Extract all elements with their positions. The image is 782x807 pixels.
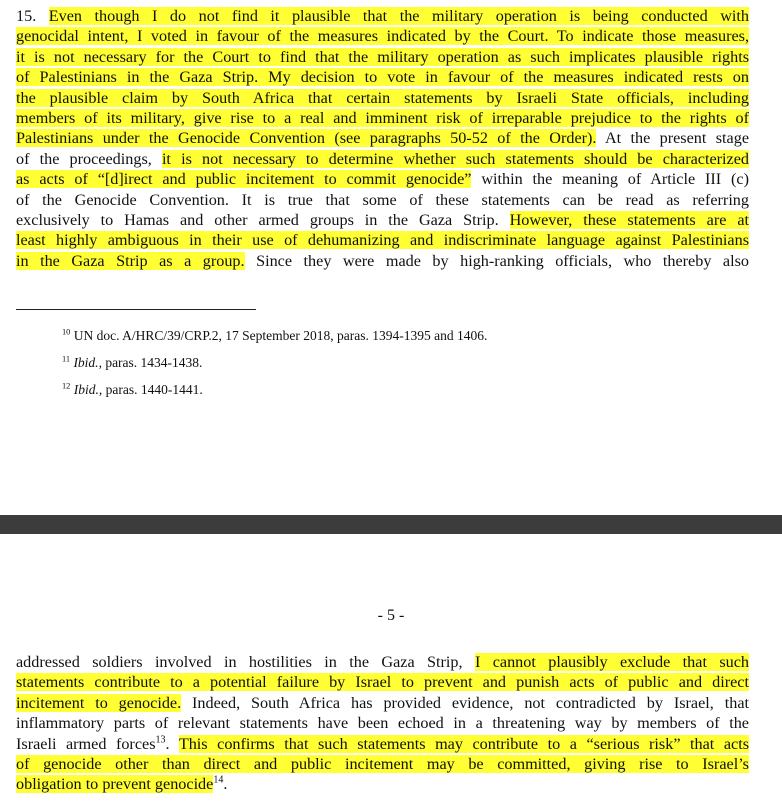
text-run: . — [223, 775, 228, 794]
footnote — [62, 381, 203, 399]
paragraph-line — [16, 713, 749, 733]
highlighted-text: I cannot plausibly exclude that such — [474, 653, 749, 671]
highlighted-text: This confirms that such statements may contribute to a “serious risk” that acts — [178, 734, 749, 753]
highlighted-text: least highly ambiguous in their use of dehumanizing and indiscriminate language against Palestinians — [16, 231, 749, 250]
page-separator[interactable] — [0, 515, 782, 534]
footnote-reference[interactable]: 14 — [213, 775, 224, 786]
paragraph-line — [16, 251, 749, 271]
highlighted-text: of genocide other than direct and public incitement may be committed, giving rise to Israel’s — [16, 755, 749, 773]
highlighted-text: statements contribute to a potential failure by Israel to prevent and punish acts of public and direct — [16, 673, 749, 692]
footnote-text: , paras. 1440-1441. — [98, 382, 203, 397]
paragraph-line — [16, 128, 749, 148]
highlighted-text: genocidal intent, I voted in favour of the measures indicated by the Court. To indicate those measures, — [16, 27, 749, 46]
footnote — [62, 354, 202, 372]
footnote-number: 12 — [62, 381, 71, 391]
highlighted-text: Even though I do not find it plausible that the military operation is being conducted with — [48, 7, 750, 25]
paragraph-line — [16, 6, 749, 26]
paragraph-line — [16, 47, 749, 67]
text-run: of the proceedings, — [16, 149, 162, 168]
text-run: Since they were made by high-ranking officials, who thereby also — [244, 251, 749, 270]
footnote-number: 11 — [62, 354, 71, 364]
text-run: Indeed, South Africa has provided evidence, not contradicted by Israel, that — [181, 693, 749, 712]
text-run: of the Genocide Convention. It is true that some of these statements can be read as referring — [16, 190, 749, 209]
footnote-ibid: Ibid. — [73, 355, 99, 370]
highlighted-text: obligation to prevent genocide — [16, 775, 214, 794]
text-run: exclusively to Hamas and other armed groups in the Gaza Strip. — [16, 211, 510, 229]
paragraph-line — [16, 67, 749, 87]
paragraph-line — [16, 108, 749, 128]
footnote-text: UN doc. A/HRC/39/CRP.2, 17 September 2018, paras. 1394-1395 and 1406. — [73, 328, 488, 343]
paragraph-line — [16, 149, 749, 169]
highlighted-text: Palestinians under the Genocide Convention (see paragraphs 50-52 of the Order). — [16, 129, 597, 148]
highlighted-text: of Palestinians in the Gaza Strip. My decision to vote in favour of the measures indicated rests on — [16, 68, 749, 87]
paragraph-line — [16, 652, 749, 672]
paragraph-line — [16, 88, 749, 108]
text-run: . — [165, 734, 179, 753]
paragraph-line — [16, 774, 749, 794]
text-run: inflammatory parts of relevant statements have been echoed in a threatening way by members of the — [16, 714, 749, 733]
highlighted-text: it is not necessary to determine whether such statements should be characterized — [161, 149, 749, 168]
footnote-separator — [16, 309, 256, 310]
footnote — [62, 327, 487, 345]
paragraph-line — [16, 190, 749, 210]
paragraph-line — [16, 754, 749, 774]
paragraph-line — [16, 693, 749, 713]
text-run: within the meaning of Article III (c) — [471, 170, 750, 189]
highlighted-text: in the Gaza Strip as a group. — [16, 251, 245, 270]
page-number: - 5 - — [377, 607, 405, 624]
highlighted-text: it is not necessary for the Court to find that the military operation as such implicates plausible rights — [16, 47, 749, 66]
footnote-ibid: Ibid. — [73, 382, 99, 397]
highlighted-text: the plausible claim by South Africa that certain statements by Israeli State officials, including — [16, 88, 749, 107]
text-run: addressed soldiers involved in hostilities in the Gaza Strip, — [16, 653, 475, 671]
text-run: At the present stage — [596, 129, 750, 148]
text-run: Israeli armed forces — [16, 734, 156, 753]
highlighted-text: members of its military, give rise to a real and imminent risk of irreparable prejudice to the rights of — [16, 109, 749, 127]
footnote-reference[interactable]: 13 — [155, 734, 166, 746]
highlighted-text: However, these statements are at — [509, 211, 750, 229]
paragraph-line — [16, 734, 749, 754]
paragraph-line — [16, 169, 749, 189]
text-run: 15. — [16, 7, 49, 25]
footnote-text: , paras. 1434-1438. — [98, 355, 203, 370]
footnote-number: 10 — [62, 327, 71, 337]
highlighted-text: incitement to genocide. — [16, 693, 182, 712]
paragraph-line — [16, 210, 749, 230]
paragraph-line — [16, 672, 749, 692]
paragraph-line — [16, 26, 749, 46]
highlighted-text: as acts of “[d]irect and public incitement to commit genocide” — [16, 170, 472, 189]
paragraph-line — [16, 230, 749, 250]
